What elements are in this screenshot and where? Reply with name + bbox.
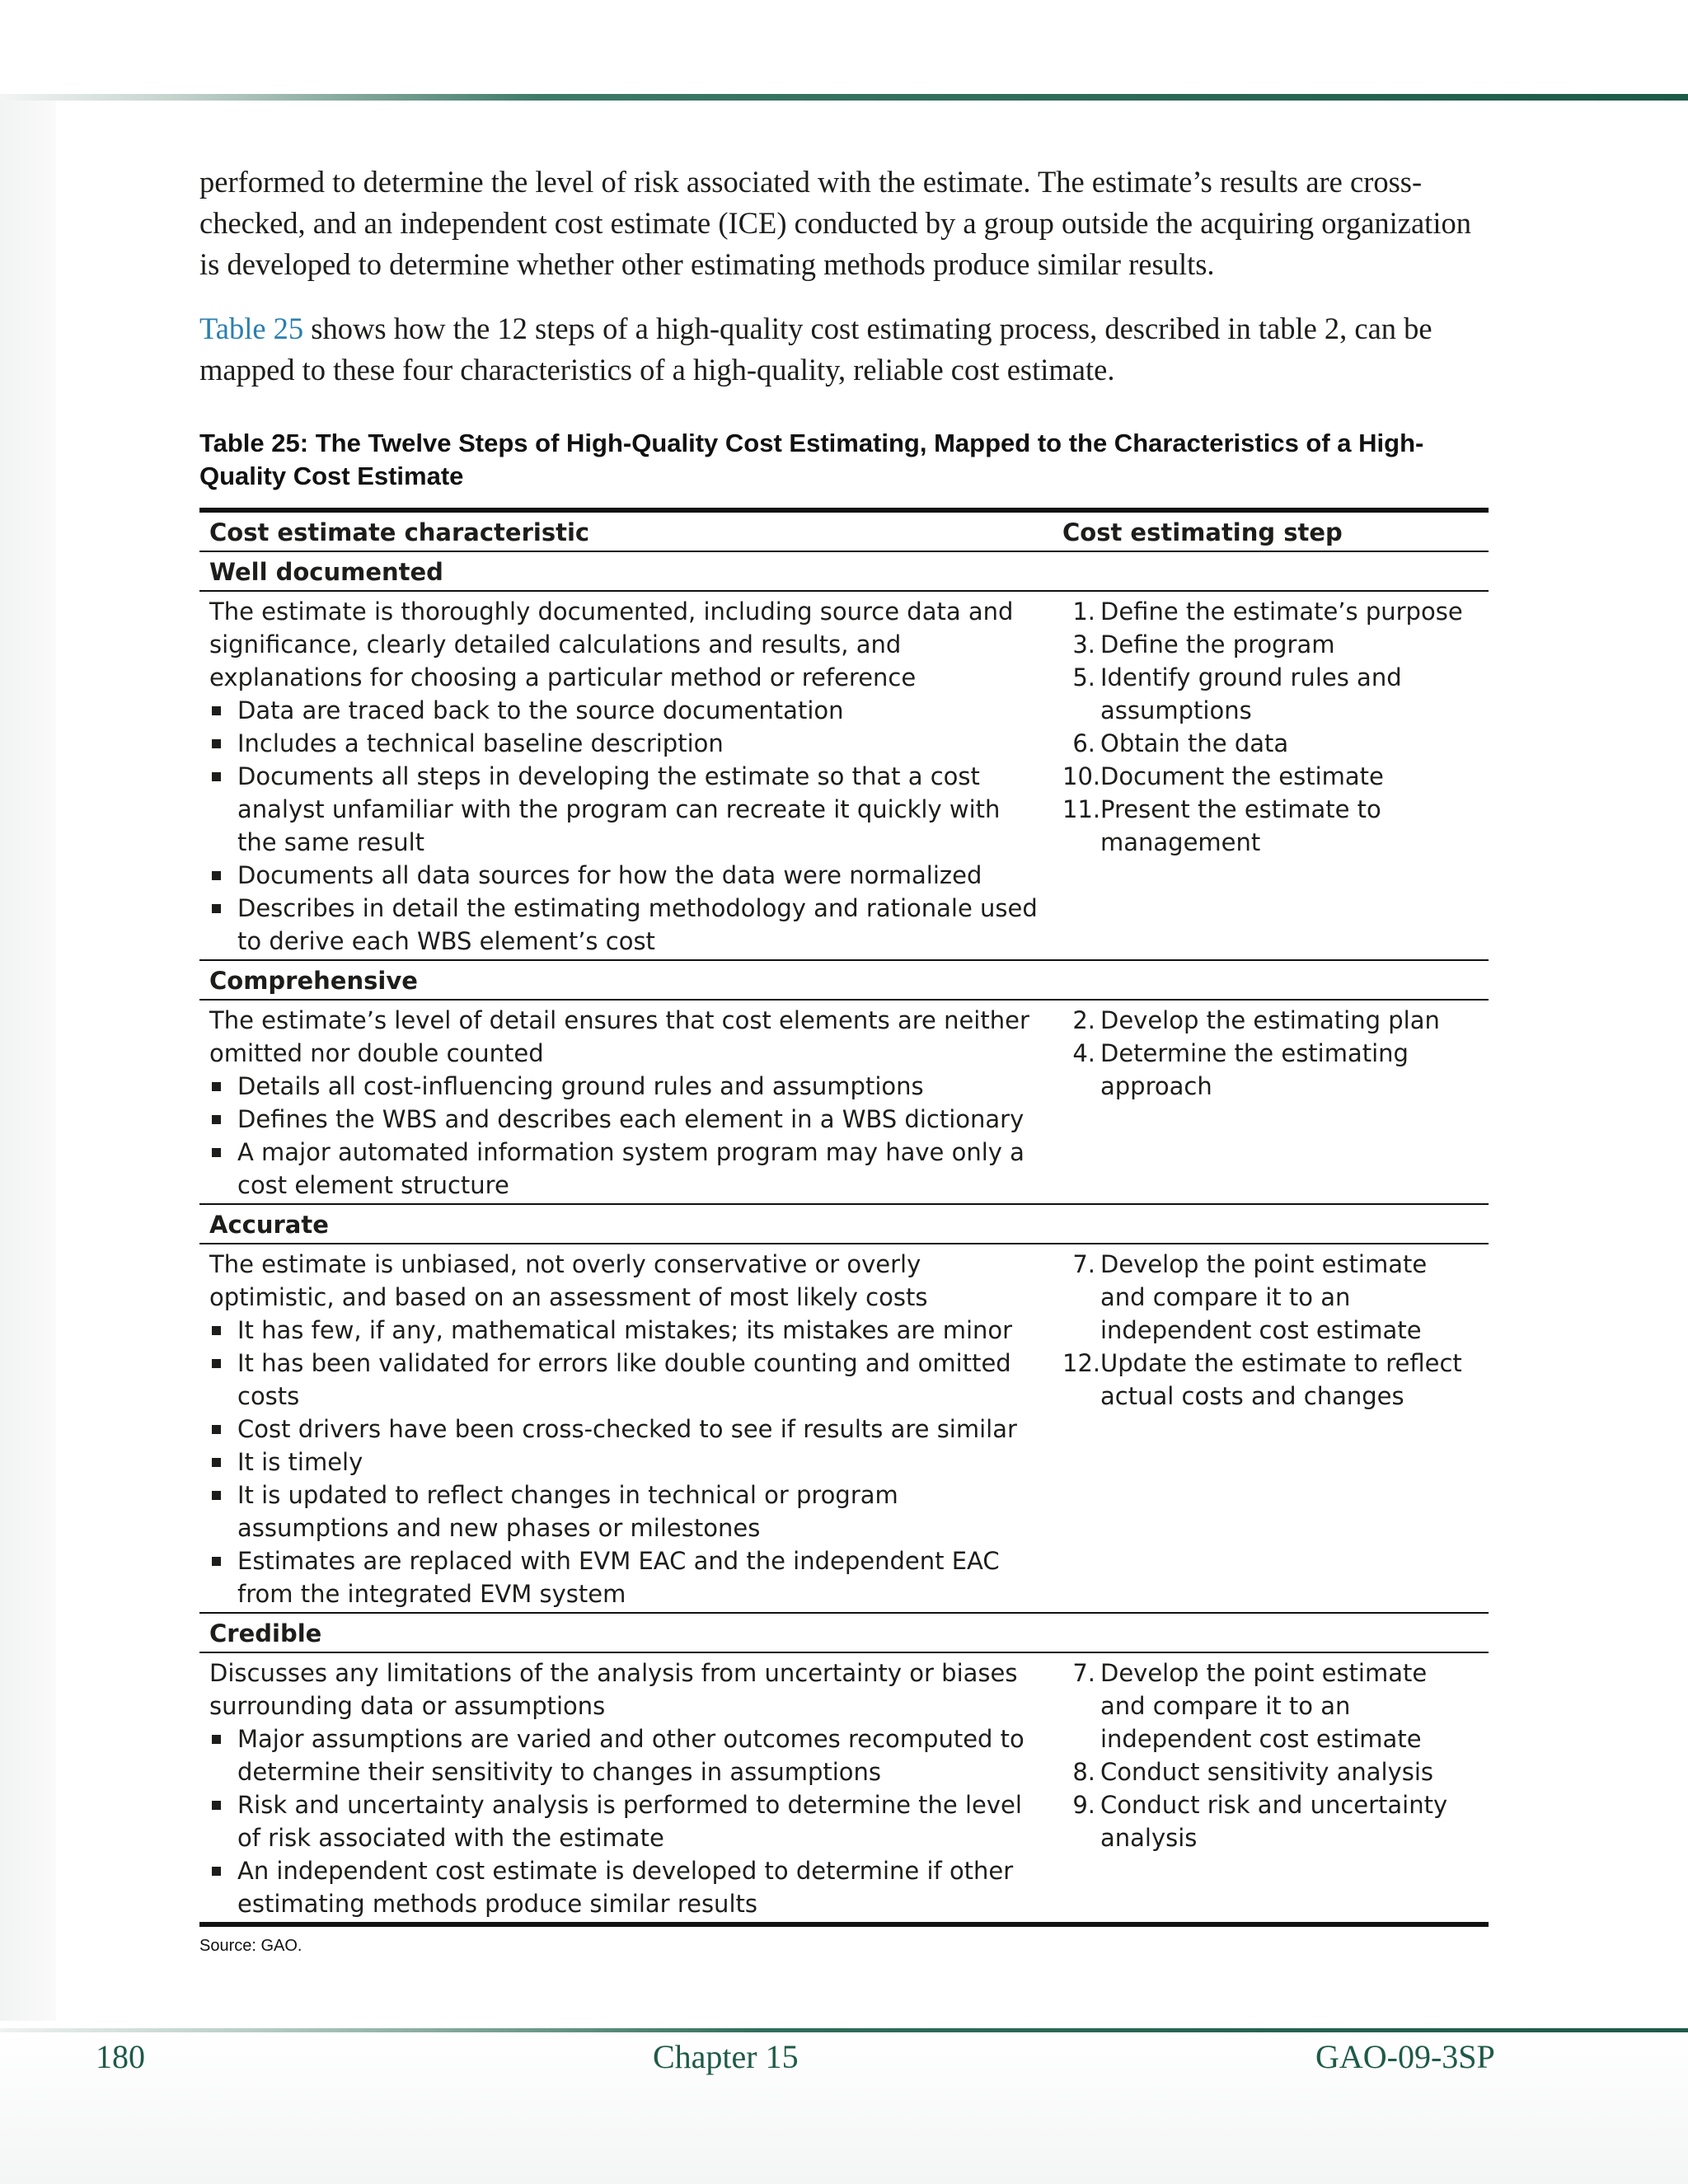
criteria-item	[209, 892, 1043, 958]
square-bullet-icon	[212, 1425, 221, 1434]
step-number: 1.	[1072, 598, 1095, 626]
criteria-text: It has been validated for errors like double counting and omitted costs	[237, 1349, 1011, 1410]
criteria-item	[209, 1788, 1043, 1854]
criteria-text: Documents all data sources for how the data were normalized	[237, 861, 982, 889]
square-bullet-icon	[212, 1359, 221, 1368]
step-item	[1062, 1657, 1479, 1755]
criteria-text: A major automated information system program may have only a cost element structure	[237, 1138, 1025, 1199]
characteristic-cell	[199, 591, 1053, 960]
criteria-text: Cost drivers have been cross-checked to see if results are similar	[237, 1415, 1017, 1443]
step-number: 12.	[1062, 1349, 1101, 1377]
square-bullet-icon	[212, 1801, 221, 1810]
step-item	[1062, 1755, 1479, 1788]
intro-paragraph-2	[199, 308, 1489, 391]
step-number: 10.	[1062, 762, 1101, 790]
step-item	[1062, 1248, 1479, 1347]
section-name: Accurate	[199, 1204, 1489, 1244]
step-item	[1062, 1788, 1479, 1854]
criteria-item	[209, 1413, 1043, 1446]
step-item	[1062, 628, 1479, 661]
square-bullet-icon	[212, 1867, 221, 1876]
criteria-item	[209, 1070, 1043, 1103]
square-bullet-icon	[212, 904, 221, 913]
steps-list	[1062, 1248, 1479, 1413]
criteria-item	[209, 1103, 1043, 1136]
characteristic-description: The estimate is thoroughly documented, including source data and significance, clearly detailed calculations and results, and explanations for choosing a particular method or reference	[209, 598, 1014, 691]
characteristic-description: The estimate is unbiased, not overly conservative or overly optimistic, and based on an assessment of most likely costs	[209, 1250, 928, 1311]
section-name: Well documented	[199, 551, 1489, 591]
intro-paragraph-1: performed to determine the level of risk associated with the estimate. The estimate’s results are cross-checked, and an independent cost estimate (ICE) conducted by a group outside the acquiring organization is developed to determine whether other estimating methods produce similar results.	[199, 165, 1471, 281]
criteria-text: Estimates are replaced with EVM EAC and the independent EAC from the integrated EVM system	[237, 1547, 1000, 1608]
criteria-item	[209, 1446, 1043, 1479]
step-item	[1062, 661, 1479, 727]
square-bullet-icon	[212, 1491, 221, 1500]
chapter-label: Chapter 15	[653, 2038, 799, 2075]
page-number: 180	[96, 2038, 145, 2075]
step-text: Define the program	[1100, 630, 1335, 658]
step-item	[1062, 727, 1479, 760]
mapping-table	[199, 508, 1489, 1927]
characteristic-description: Discusses any limitations of the analysis from uncertainty or biases surrounding data or assumptions	[209, 1659, 1018, 1720]
table-header-row	[199, 510, 1489, 551]
step-text: Conduct sensitivity analysis	[1100, 1758, 1434, 1786]
criteria-text: Describes in detail the estimating methodology and rationale used to derive each WBS element’s cost	[237, 894, 1038, 955]
criteria-text: It is updated to reflect changes in technical or program assumptions and new phases or milestones	[237, 1481, 898, 1542]
square-bullet-icon	[212, 1557, 221, 1566]
criteria-item	[209, 1314, 1043, 1347]
step-item	[1062, 1004, 1479, 1037]
square-bullet-icon	[212, 1458, 221, 1467]
criteria-item	[209, 760, 1043, 859]
square-bullet-icon	[212, 772, 221, 781]
section-body-row	[199, 1652, 1489, 1924]
criteria-item	[209, 1854, 1043, 1920]
criteria-item	[209, 727, 1043, 760]
criteria-list	[209, 1722, 1043, 1920]
step-number: 4.	[1072, 1039, 1095, 1067]
criteria-item	[209, 1479, 1043, 1544]
characteristic-cell	[199, 1652, 1053, 1924]
criteria-list	[209, 1070, 1043, 1202]
section-name: Credible	[199, 1613, 1489, 1652]
criteria-text: Defines the WBS and describes each element in a WBS dictionary	[237, 1105, 1025, 1133]
intro-paragraph-2-text: shows how the 12 steps of a high-quality cost estimating process, described in table 2, can be mapped to these four characteristics of a high-quality, reliable cost estimate.	[199, 312, 1432, 387]
step-item	[1062, 1347, 1479, 1413]
steps-cell	[1053, 1652, 1489, 1924]
square-bullet-icon	[212, 739, 221, 748]
step-number: 5.	[1072, 663, 1095, 691]
step-item	[1062, 595, 1479, 628]
section-header-row	[199, 1204, 1489, 1244]
section-header-row	[199, 960, 1489, 1000]
step-number: 11.	[1062, 795, 1101, 823]
criteria-text: Data are traced back to the source documentation	[237, 696, 844, 724]
criteria-text: Documents all steps in developing the estimate so that a cost analyst unfamiliar with the program can recreate it quickly with the same result	[237, 762, 1001, 856]
step-number: 3.	[1072, 630, 1095, 658]
footer-rule	[0, 2028, 1688, 2032]
step-text: Identify ground rules and assumptions	[1100, 663, 1402, 724]
step-text: Obtain the data	[1100, 729, 1289, 757]
square-bullet-icon	[212, 1326, 221, 1335]
step-text: Develop the point estimate and compare it to an independent cost estimate	[1100, 1250, 1428, 1344]
square-bullet-icon	[212, 1148, 221, 1157]
step-text: Develop the point estimate and compare it to an independent cost estimate	[1100, 1659, 1428, 1753]
steps-cell	[1053, 1000, 1489, 1204]
table-25-link[interactable]: Table 25	[199, 312, 304, 345]
step-item	[1062, 760, 1479, 793]
criteria-text: Risk and uncertainty analysis is performed to determine the level of risk associated with the estimate	[237, 1791, 1022, 1852]
step-text: Present the estimate to management	[1100, 795, 1381, 856]
square-bullet-icon	[212, 871, 221, 880]
square-bullet-icon	[212, 1115, 221, 1124]
characteristic-cell	[199, 1244, 1053, 1613]
criteria-list	[209, 694, 1043, 958]
section-body-row	[199, 1000, 1489, 1204]
column-header-characteristic: Cost estimate characteristic	[199, 510, 1053, 551]
step-text: Develop the estimating plan	[1100, 1006, 1440, 1034]
table-source: Source: GAO.	[199, 1937, 302, 1955]
step-item	[1062, 1037, 1479, 1103]
margin-band	[0, 101, 56, 2021]
column-header-step: Cost estimating step	[1053, 510, 1489, 551]
steps-list	[1062, 1657, 1479, 1854]
criteria-text: Details all cost-influencing ground rules and assumptions	[237, 1072, 924, 1100]
step-number: 7.	[1072, 1250, 1095, 1278]
criteria-text: It is timely	[237, 1448, 363, 1476]
step-number: 8.	[1072, 1758, 1095, 1786]
section-body-row	[199, 1244, 1489, 1613]
table-body	[199, 551, 1489, 1924]
step-text: Update the estimate to reflect actual costs and changes	[1100, 1349, 1462, 1410]
steps-cell	[1053, 1244, 1489, 1613]
step-text: Conduct risk and uncertainty analysis	[1100, 1791, 1448, 1852]
criteria-item	[209, 1136, 1043, 1202]
step-number: 6.	[1072, 729, 1095, 757]
criteria-item	[209, 1544, 1043, 1610]
step-text: Document the estimate	[1100, 762, 1384, 790]
step-item	[1062, 793, 1479, 859]
criteria-text: It has few, if any, mathematical mistakes; its mistakes are minor	[237, 1316, 1013, 1344]
steps-list	[1062, 595, 1479, 859]
step-number: 7.	[1072, 1659, 1095, 1687]
characteristic-cell	[199, 1000, 1053, 1204]
criteria-item	[209, 1722, 1043, 1788]
section-header-row	[199, 1613, 1489, 1652]
criteria-item	[209, 694, 1043, 727]
page-content	[199, 162, 1489, 1956]
step-number: 9.	[1072, 1791, 1095, 1819]
square-bullet-icon	[212, 1735, 221, 1744]
criteria-text: An independent cost estimate is developed to determine if other estimating methods produce similar results	[237, 1857, 1014, 1918]
criteria-item	[209, 859, 1043, 892]
criteria-text: Includes a technical baseline description	[237, 729, 724, 757]
steps-list	[1062, 1004, 1479, 1103]
square-bullet-icon	[212, 1082, 221, 1091]
characteristic-description: The estimate’s level of detail ensures that cost elements are neither omitted nor double counted	[209, 1006, 1029, 1067]
step-text: Determine the estimating approach	[1100, 1039, 1409, 1100]
section-body-row	[199, 591, 1489, 960]
square-bullet-icon	[212, 706, 221, 715]
header-rule	[0, 94, 1688, 101]
section-header-row	[199, 551, 1489, 591]
step-number: 2.	[1072, 1006, 1095, 1034]
table-title: Table 25: The Twelve Steps of High-Quality Cost Estimating, Mapped to the Characteristics of a High-Quality Cost Estimate	[199, 429, 1424, 490]
criteria-list	[209, 1314, 1043, 1610]
steps-cell	[1053, 591, 1489, 960]
criteria-text: Major assumptions are varied and other outcomes recomputed to determine their sensitivity to changes in assumptions	[237, 1725, 1025, 1786]
step-text: Define the estimate’s purpose	[1100, 598, 1463, 626]
section-name: Comprehensive	[199, 960, 1489, 1000]
criteria-item	[209, 1347, 1043, 1413]
document-id: GAO-09-3SP	[1315, 2038, 1495, 2075]
